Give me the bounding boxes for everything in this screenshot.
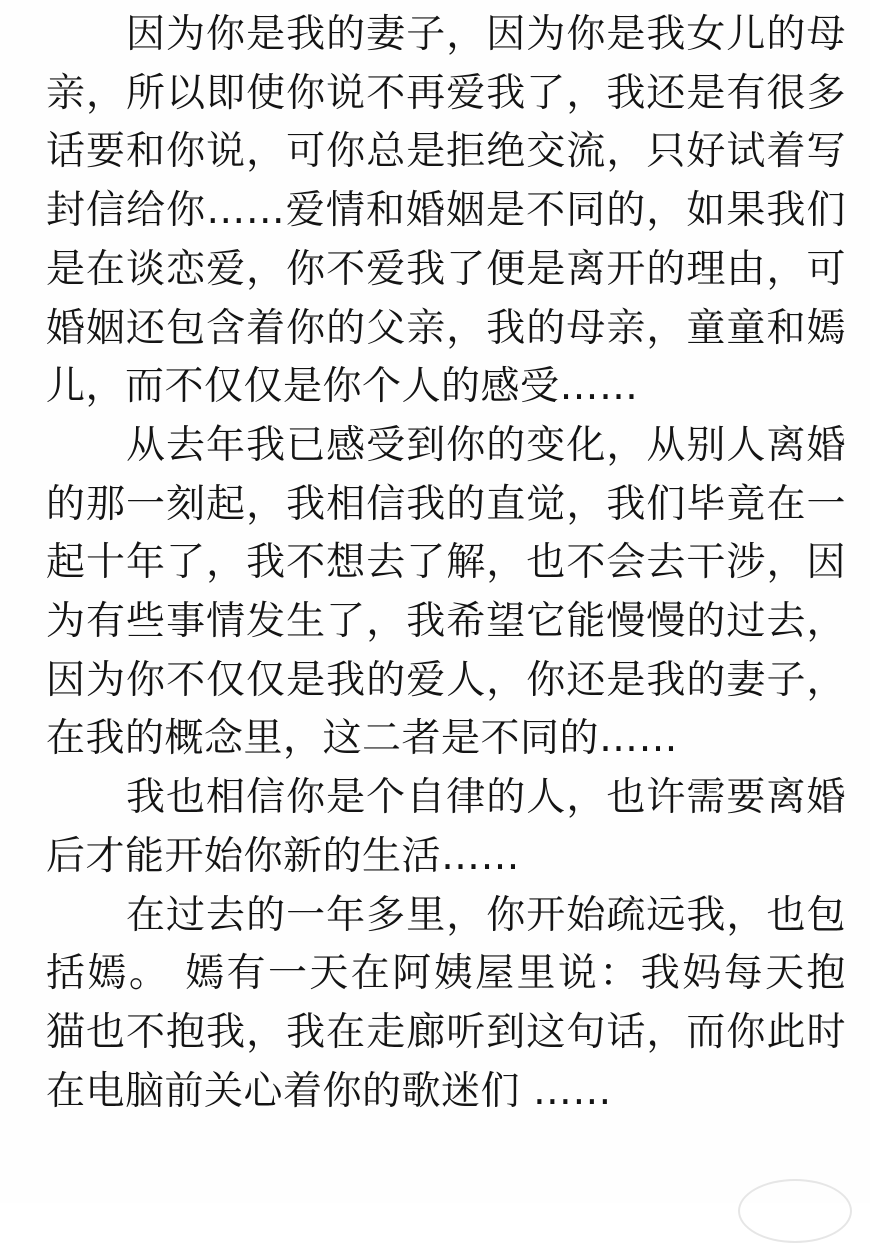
corner-watermark-shape (738, 1179, 852, 1243)
paragraph-1: 因为你是我的妻子，因为你是我女儿的母亲，所以即使你说不再爱我了，我还是有很多话要和你说，可你总是拒绝交流，只好试着写封信给你……爱情和婚姻是不同的，如果我们是在谈恋爱，你不爱我了便是离开的理由，可婚姻还包含着你的父亲，我的母亲，童童和嫣儿，而不仅仅是你个人的感受…… (46, 12, 846, 410)
paragraph-3: 我也相信你是个自律的人，也许需要离婚后才能开始你新的生活…… (46, 775, 846, 879)
paragraph-4: 在过去的一年多里，你开始疏远我，也包括嫣。 嫣有一天在阿姨屋里说：我妈每天抱猫也不抱我，我在走廊听到这句话，而你此时在电脑前关心着你的歌迷们 …… (46, 892, 846, 1114)
letter-text (46, 6, 846, 1121)
paragraph-2: 从去年我已感受到你的变化，从别人离婚的那一刻起，我相信我的直觉，我们毕竟在一起十年了，我不想去了解，也不会去干涉，因为有些事情发生了，我希望它能慢慢的过去，因为你不仅仅是我的爱人，你还是我的妻子，在我的概念里，这二者是不同的…… (46, 422, 846, 762)
